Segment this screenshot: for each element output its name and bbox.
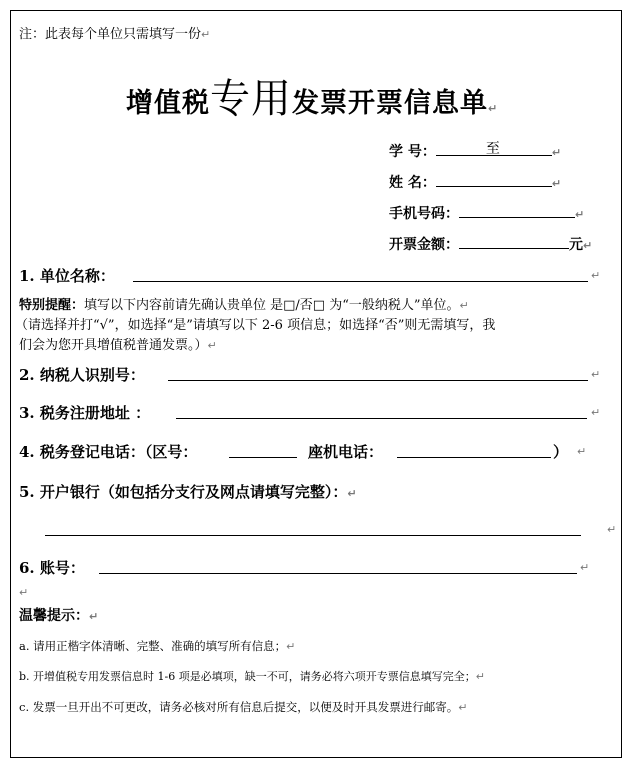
tip-item: b. 开增值税专用发票信息时 1-6 项是必填项，缺一不可，请务必将六项开专票信息填写完全；↵ bbox=[19, 670, 485, 683]
note-text: 注：此表每个单位只需填写一份↵ bbox=[19, 27, 211, 42]
landline-field[interactable] bbox=[397, 457, 551, 458]
tip-item: c. 发票一旦开出不可更改，请务必核对所有信息后提交，以便及时开具发票进行邮寄。↵ bbox=[19, 700, 468, 714]
account-field[interactable] bbox=[99, 573, 577, 574]
student-id-row: 学 号： 至 ↵ bbox=[389, 141, 562, 160]
special-notice-line3: 们会为您开具增值税普通发票。）↵ bbox=[19, 338, 217, 353]
amount-field[interactable] bbox=[459, 234, 569, 249]
student-id-field[interactable]: 至 bbox=[436, 141, 552, 156]
area-code-field[interactable] bbox=[229, 457, 297, 458]
tax-address-label: 3. 税务注册地址 ： bbox=[19, 404, 151, 422]
landline-label: 座机电话： bbox=[308, 443, 384, 461]
amount-row: 开票金额： 元↵ bbox=[389, 234, 592, 254]
form-frame: 注：此表每个单位只需填写一份↵ 增值税专用发票开票信息单↵ 学 号： 至 ↵ 姓 名： ↵ 手机号码： ↵ 开票金额： 元↵ 1. 单位名称： ↵ 特别提醒：填写以下内容前请先确认贵单位 是□/否□ 为“一般纳税人”单位。↵ （请选择并打“√”，如选择“是”请填写以下 2-6 项信息；如选择“否”则无需填写，我 们会为您开具增值税普通发票。）↵ 2. 纳税人识别号： ↵ 3. 税务注册地址 ： ↵ 4. 税务登记电话：（区号： 座机电话： ） ↵ 5. 开户银行（如包括分支行及网点请填写完整）：↵ ↵ 6. 账号： ↵ ↵ 温馨提示：↵ a. 请用正楷字体清晰、完整、准确的填写所有信息；↵ b. 开增值税专用发票信息时 1-6 项是必填项，缺一不可，请务必将六项开专票信息填写完全；↵ c. 发票一旦开出不可更改，请务必核对所有信息后提交，以便及时开具发票进行邮寄。↵ bbox=[10, 10, 622, 758]
phone-field[interactable] bbox=[459, 203, 575, 218]
page-title: 增值税专用发票开票信息单↵ bbox=[126, 76, 499, 122]
tax-phone-label: 4. 税务登记电话：（区号： bbox=[19, 443, 198, 461]
tax-phone-close: ） bbox=[553, 443, 569, 461]
account-label: 6. 账号： bbox=[19, 559, 85, 577]
bank-field[interactable] bbox=[45, 535, 581, 536]
special-notice-line1: 特别提醒：填写以下内容前请先确认贵单位 是□/否□ 为“一般纳税人”单位。↵ bbox=[19, 298, 469, 313]
paragraph-mark-icon: ↵ bbox=[201, 28, 211, 41]
special-notice-line2: （请选择并打“√”，如选择“是”请填写以下 2-6 项信息；如选择“否”则无需填写，我 bbox=[15, 318, 496, 333]
unit-name-field[interactable] bbox=[133, 281, 588, 282]
unit-name-label: 1. 单位名称： bbox=[19, 267, 115, 285]
name-field[interactable] bbox=[436, 172, 552, 187]
taxpayer-id-field[interactable] bbox=[168, 380, 588, 381]
phone-row: 手机号码： ↵ bbox=[389, 203, 584, 223]
taxpayer-id-label: 2. 纳税人识别号： bbox=[19, 366, 145, 384]
bank-label: 5. 开户银行（如包括分支行及网点请填写完整）：↵ bbox=[19, 483, 357, 501]
paragraph-mark-icon: ↵ bbox=[488, 102, 499, 115]
tax-address-field[interactable] bbox=[176, 418, 587, 419]
tips-title: 温馨提示：↵ bbox=[19, 608, 99, 624]
tip-item: a. 请用正楷字体清晰、完整、准确的填写所有信息；↵ bbox=[19, 639, 296, 653]
name-row: 姓 名： ↵ bbox=[389, 172, 561, 192]
